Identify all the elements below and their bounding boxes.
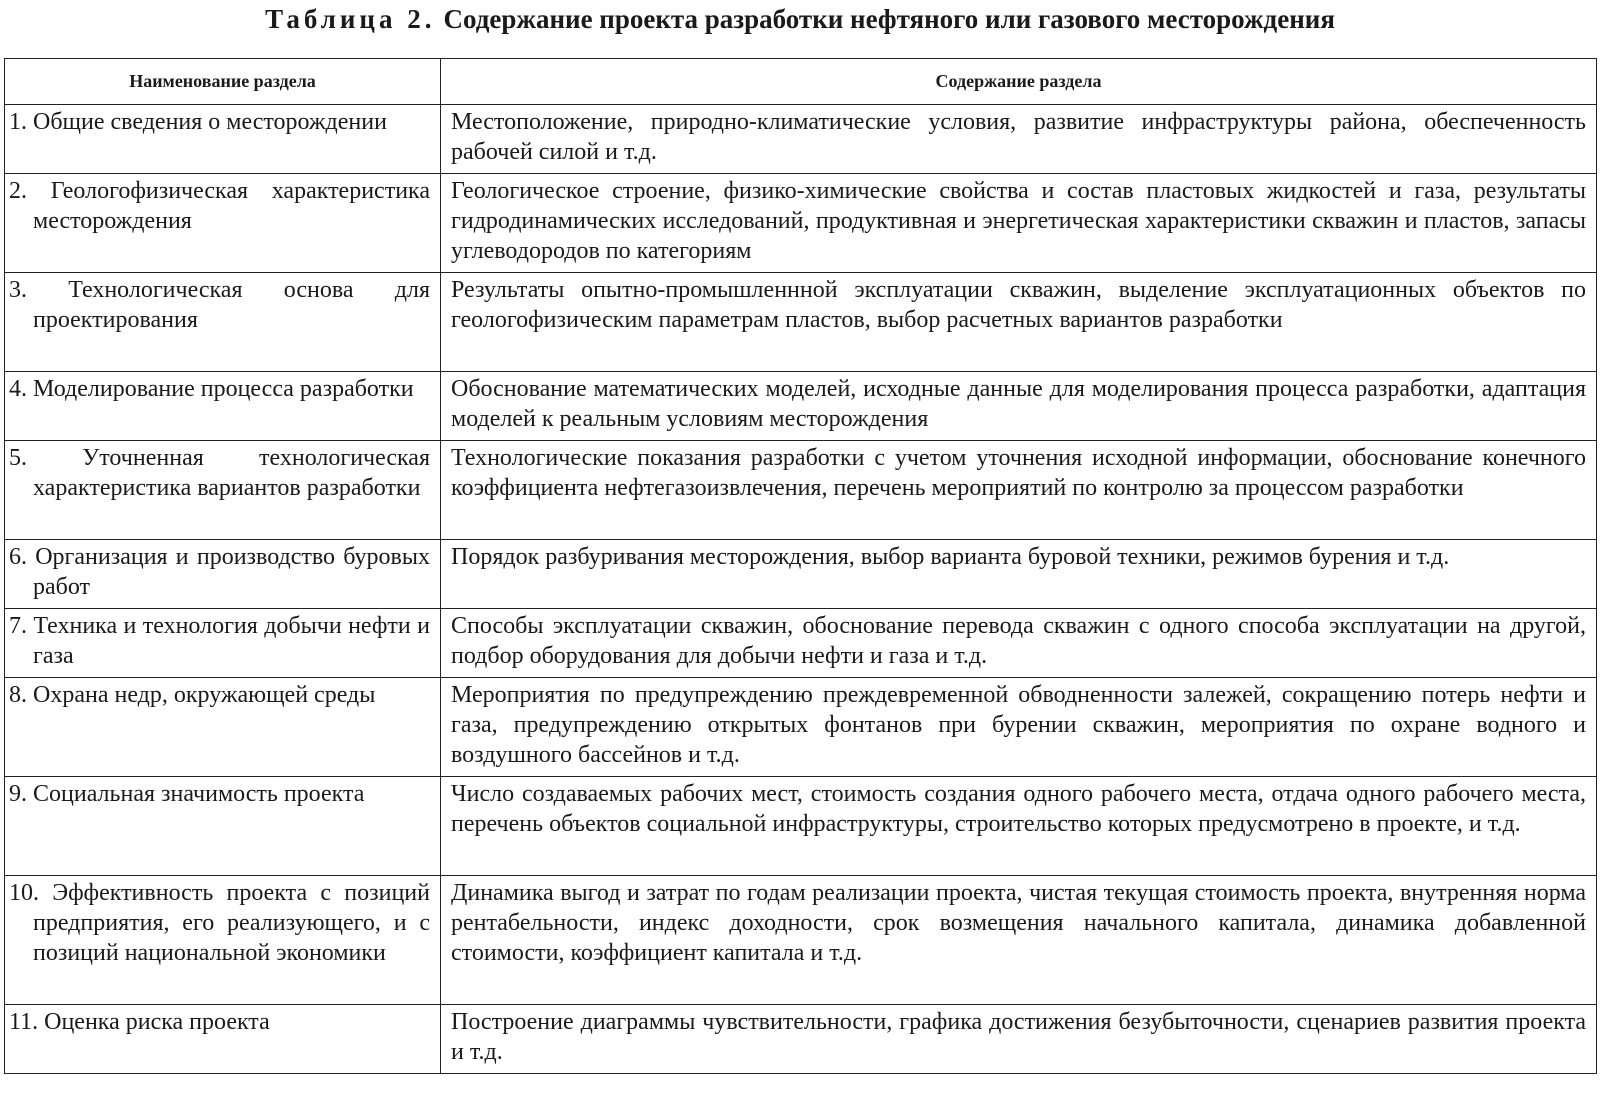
project-content-table bbox=[4, 58, 1597, 1074]
table-row bbox=[5, 174, 1597, 273]
section-content: Технологические показания разработки с учетом уточнения исходной информации, обоснование конечного коэффициента нефтегазоизвлечения, перечень мероприятий по контролю за процессом разработки bbox=[441, 441, 1597, 540]
table-row bbox=[5, 273, 1597, 372]
table-row bbox=[5, 609, 1597, 678]
section-content: Динамика выгод и затрат по годам реализации проекта, чистая текущая стоимость проекта, внутренняя норма рентабельности, индекс доходности, срок возмещения начального капитала, динамика добавленной стоимости, коэффициент капитала и т.д. bbox=[441, 876, 1597, 1005]
section-content: Способы эксплуатации скважин, обоснование перевода скважин с одного способа эксплуатации на другой, подбор оборудования для добычи нефти и газа и т.д. bbox=[441, 609, 1597, 678]
table-row bbox=[5, 876, 1597, 1005]
section-name: 7. Техника и технология добычи нефти и газа bbox=[5, 609, 441, 678]
header-row bbox=[5, 59, 1597, 105]
section-content: Геологическое строение, физико-химические свойства и состав пластовых жидкостей и газа, результаты гидродинамических исследований, продуктивная и энергетическая характеристики скважин и пластов, запасы углеводородов по категориям bbox=[441, 174, 1597, 273]
section-content: Порядок разбуривания месторождения, выбор варианта буровой техники, режимов бурения и т.д. bbox=[441, 540, 1597, 609]
section-name: 11. Оценка риска проекта bbox=[5, 1005, 441, 1074]
section-name: 2. Геологофизическая характеристика месторождения bbox=[5, 174, 441, 273]
table-caption-label: Таблица 2. bbox=[265, 4, 436, 34]
table-caption bbox=[0, 2, 1600, 36]
section-content: Построение диаграммы чувствительности, графика достижения безубыточности, сценариев развития проекта и т.д. bbox=[441, 1005, 1597, 1074]
section-content: Число создаваемых рабочих мест, стоимость создания одного рабочего места, отдача одного рабочего места, перечень объектов социальной инфраструктуры, строительство которых предусмотрено в проекте, и т.д. bbox=[441, 777, 1597, 876]
section-content: Мероприятия по предупреждению преждевременной обводненности залежей, сокращению потерь нефти и газа, предупреждению открытых фонтанов при бурении скважин, мероприятия по охране водного и воздушного бассейнов и т.д. bbox=[441, 678, 1597, 777]
table-row bbox=[5, 678, 1597, 777]
table-row bbox=[5, 1005, 1597, 1074]
section-name: 6. Организация и производство буровых работ bbox=[5, 540, 441, 609]
header-section-name: Наименование раздела bbox=[5, 59, 441, 105]
section-name: 1. Общие сведения о месторождении bbox=[5, 105, 441, 174]
table-row bbox=[5, 540, 1597, 609]
section-name: 8. Охрана недр, окружающей среды bbox=[5, 678, 441, 777]
section-content: Обоснование математических моделей, исходные данные для моделирования процесса разработки, адаптация моделей к реальным условиям месторождения bbox=[441, 372, 1597, 441]
section-name: 4. Моделирование процесса разработки bbox=[5, 372, 441, 441]
table-row bbox=[5, 777, 1597, 876]
table-row bbox=[5, 105, 1597, 174]
section-content: Результаты опытно-промышленнной эксплуатации скважин, выделение эксплуатационных объектов по геологофизическим параметрам пластов, выбор расчетных вариантов разработки bbox=[441, 273, 1597, 372]
section-name: 3. Технологическая основа для проектирования bbox=[5, 273, 441, 372]
section-name: 9. Социальная значимость проекта bbox=[5, 777, 441, 876]
section-content: Местоположение, природно-климатические условия, развитие инфраструктуры района, обеспеченность рабочей силой и т.д. bbox=[441, 105, 1597, 174]
header-section-content: Содержание раздела bbox=[441, 59, 1597, 105]
table-row bbox=[5, 372, 1597, 441]
table-row bbox=[5, 441, 1597, 540]
table-caption-title: Содержание проекта разработки нефтяного или газового месторождения bbox=[443, 4, 1335, 34]
section-name: 5. Уточненная технологическая характеристика вариантов разработки bbox=[5, 441, 441, 540]
section-name: 10. Эффективность проекта с позиций предприятия, его реализующего, и с позиций национальной экономики bbox=[5, 876, 441, 1005]
